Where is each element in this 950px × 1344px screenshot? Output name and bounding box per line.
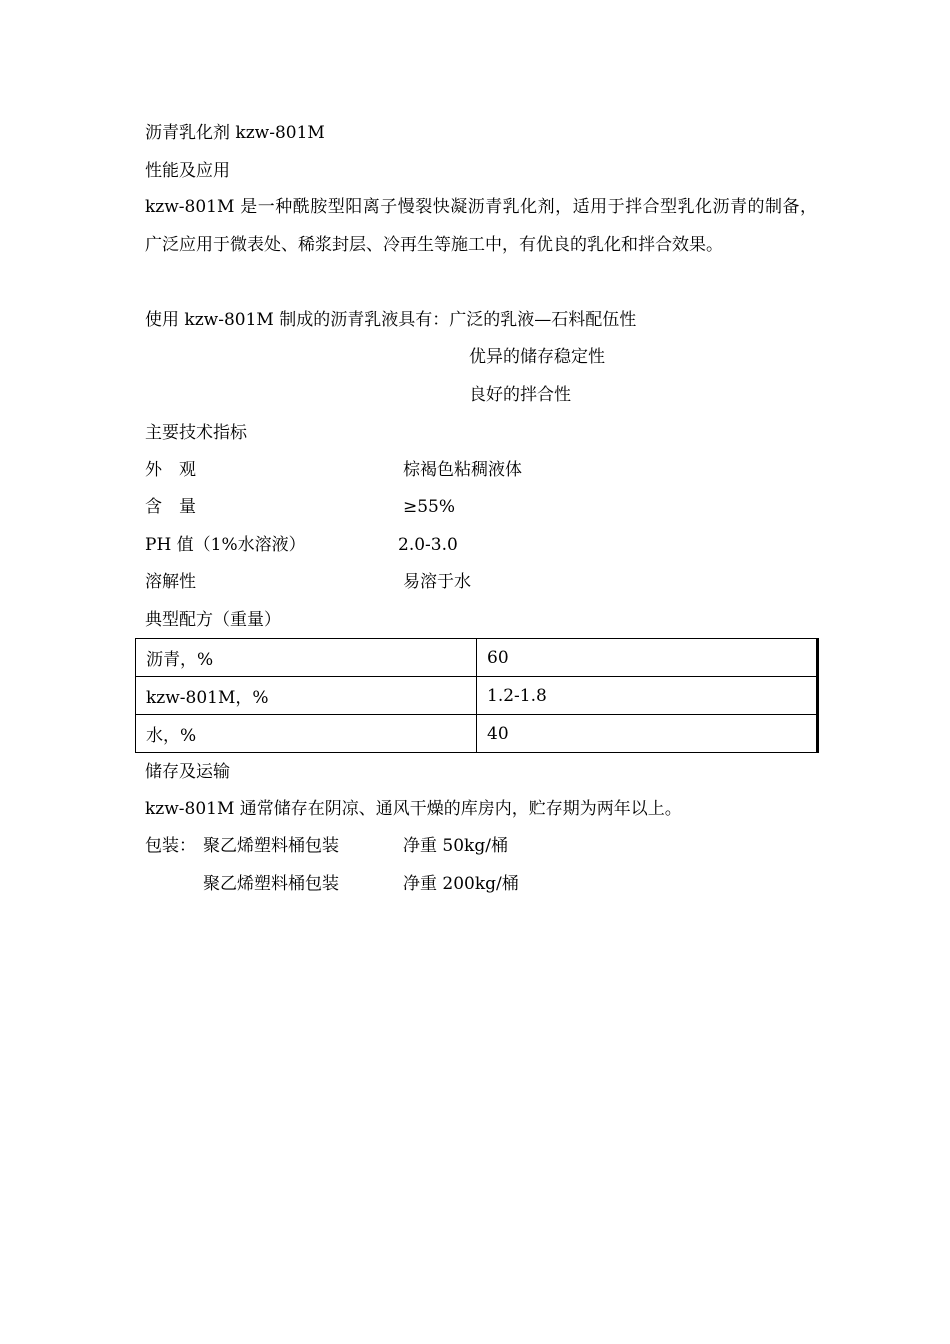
- performance-description: kzw-801M 是一种酰胺型阳离子慢裂快凝沥青乳化剂，适用于拌合型乳化沥青的制备，广泛应用于微表处、稀浆封层、冷再生等施工中，有优良的乳化和拌合效果。: [145, 197, 817, 255]
- spec-label-ph: PH 值（1%水溶液）: [145, 535, 306, 555]
- table-row: [136, 639, 817, 677]
- formula-item-asphalt: 沥青，%: [136, 639, 477, 677]
- package-weight-1: 净重 50kg/桶: [403, 836, 508, 856]
- spec-label-content: 含 量: [145, 497, 196, 517]
- spec-value-solubility: 易溶于水: [403, 572, 471, 592]
- feature-item-1: 广泛的乳液—石料配伍性: [449, 310, 637, 330]
- formula-table: [135, 638, 817, 753]
- performance-heading: 性能及应用: [145, 161, 230, 181]
- features-intro-text: 使用 kzw-801M 制成的沥青乳液具有：: [145, 310, 450, 330]
- formula-value-water: 40: [477, 715, 817, 753]
- feature-item-2: 优异的储存稳定性: [469, 347, 605, 367]
- spec-label-solubility: 溶解性: [145, 572, 196, 592]
- storage-heading: 储存及运输: [145, 762, 230, 782]
- table-row: [136, 677, 817, 715]
- storage-text: kzw-801M 通常储存在阴凉、通风干燥的库房内，贮存期为两年以上。: [145, 799, 682, 819]
- spec-value-content: ≥55%: [403, 497, 456, 517]
- formula-value-asphalt: 60: [477, 639, 817, 677]
- formula-item-emulsifier: kzw-801M，%: [136, 677, 477, 715]
- package-type-1: 聚乙烯塑料桶包装: [203, 836, 339, 856]
- features-intro: [145, 309, 636, 331]
- formula-heading: 典型配方（重量）: [145, 610, 281, 630]
- spec-value-ph: 2.0-3.0: [398, 535, 458, 555]
- document-title: 沥青乳化剂 kzw-801M: [145, 123, 325, 143]
- table-right-border: [817, 638, 819, 753]
- package-weight-2: 净重 200kg/桶: [403, 874, 519, 894]
- packaging-label: 包装：: [145, 836, 196, 856]
- specs-heading: 主要技术指标: [145, 423, 247, 443]
- spec-label-appearance: 外 观: [145, 460, 196, 480]
- formula-value-emulsifier: 1.2-1.8: [477, 677, 817, 715]
- package-type-2: 聚乙烯塑料桶包装: [203, 874, 339, 894]
- feature-item-3: 良好的拌合性: [469, 385, 571, 405]
- table-row: [136, 715, 817, 753]
- spec-value-appearance: 棕褐色粘稠液体: [403, 460, 522, 480]
- formula-item-water: 水，%: [136, 715, 477, 753]
